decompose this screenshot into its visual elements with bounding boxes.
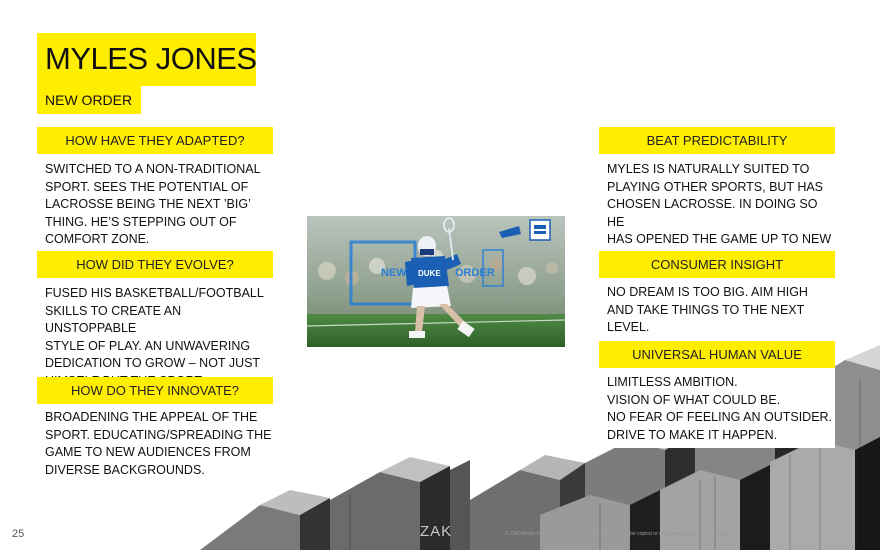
section-body-consumer-insight	[607, 284, 835, 337]
section-heading-human-value: UNIVERSAL HUMAN VALUE	[599, 341, 835, 368]
subtitle-box	[37, 86, 141, 114]
footer-logo: ZAK	[420, 523, 453, 540]
section-body-innovate	[45, 409, 275, 479]
body-line: NO DREAM IS TOO BIG. AIM HIGH	[607, 285, 808, 299]
footer-legal-text: © ZAK Media Group Limited 2015. In confidence. Not to be copied or disclosed without prior consent.	[505, 531, 729, 537]
section-body-adapted	[45, 161, 275, 249]
body-line: DIVERSE BACKGROUNDS.	[45, 462, 205, 477]
body-line: SKILLS TO CREATE AN UNSTOPPABLE	[45, 303, 182, 336]
body-line: LEVEL.	[607, 320, 650, 335]
body-line: MYLES IS NATURALLY SUITED TO	[607, 162, 810, 176]
body-line: VISION OF WHAT COULD BE.	[607, 392, 781, 407]
page-number: 25	[12, 528, 25, 540]
body-line: BROADENING THE APPEAL OF THE	[45, 410, 258, 424]
section-heading-predictability: BEAT PREDICTABILITY	[599, 127, 835, 154]
body-line: GAME TO NEW AUDIENCES FROM	[45, 445, 251, 460]
section-heading-adapted: HOW HAVE THEY ADAPTED?	[37, 127, 273, 154]
body-line: LIMITLESS AMBITION.	[607, 375, 738, 389]
section-heading-consumer-insight: CONSUMER INSIGHT	[599, 251, 835, 278]
body-line: FUSED HIS BASKETBALL/FOOTBALL	[45, 286, 264, 300]
title-box	[37, 33, 256, 86]
body-line: HAS OPENED THE GAME UP TO NEW	[607, 232, 832, 247]
body-line: CHOSEN LACROSSE. IN DOING SO HE	[607, 197, 818, 229]
body-line: SPORT. SEES THE POTENTIAL OF	[45, 179, 249, 194]
jersey-text: DUKE	[418, 269, 441, 278]
body-line: COMFORT ZONE.	[45, 232, 150, 247]
section-heading-evolve: HOW DID THEY EVOLVE?	[37, 251, 273, 278]
body-line: THING. HE’S STEPPING OUT OF	[45, 214, 237, 229]
section-body-human-value	[607, 374, 835, 444]
body-line: AND TAKE THINGS TO THE NEXT	[607, 302, 805, 317]
player-photo	[307, 216, 565, 347]
section-body-evolve	[45, 285, 275, 391]
body-line: SPORT. EDUCATING/SPREADING THE	[45, 427, 272, 442]
photo-overlay-order: ORDER	[455, 267, 495, 279]
section-heading-innovate: HOW DO THEY INNOVATE?	[37, 377, 273, 404]
body-line: STYLE OF PLAY. AN UNWAVERING	[45, 338, 251, 353]
slide-title: MYLES JONES	[45, 41, 257, 76]
body-line: NO FEAR OF FEELING AN OUTSIDER.	[607, 410, 833, 425]
slide-subtitle: NEW ORDER	[45, 92, 133, 108]
photo-overlay-new: NEW	[381, 267, 407, 279]
lacrosse-player-image	[307, 216, 565, 347]
body-line: SWITCHED TO A NON-TRADITIONAL	[45, 162, 261, 176]
body-line: PLAYING OTHER SPORTS, BUT HAS	[607, 179, 824, 194]
body-line: LACROSSE BEING THE NEXT ’BIG’	[45, 197, 251, 212]
body-line: DEDICATION TO GROW – NOT JUST	[45, 356, 261, 371]
body-line: DRIVE TO MAKE IT HAPPEN.	[607, 427, 778, 442]
